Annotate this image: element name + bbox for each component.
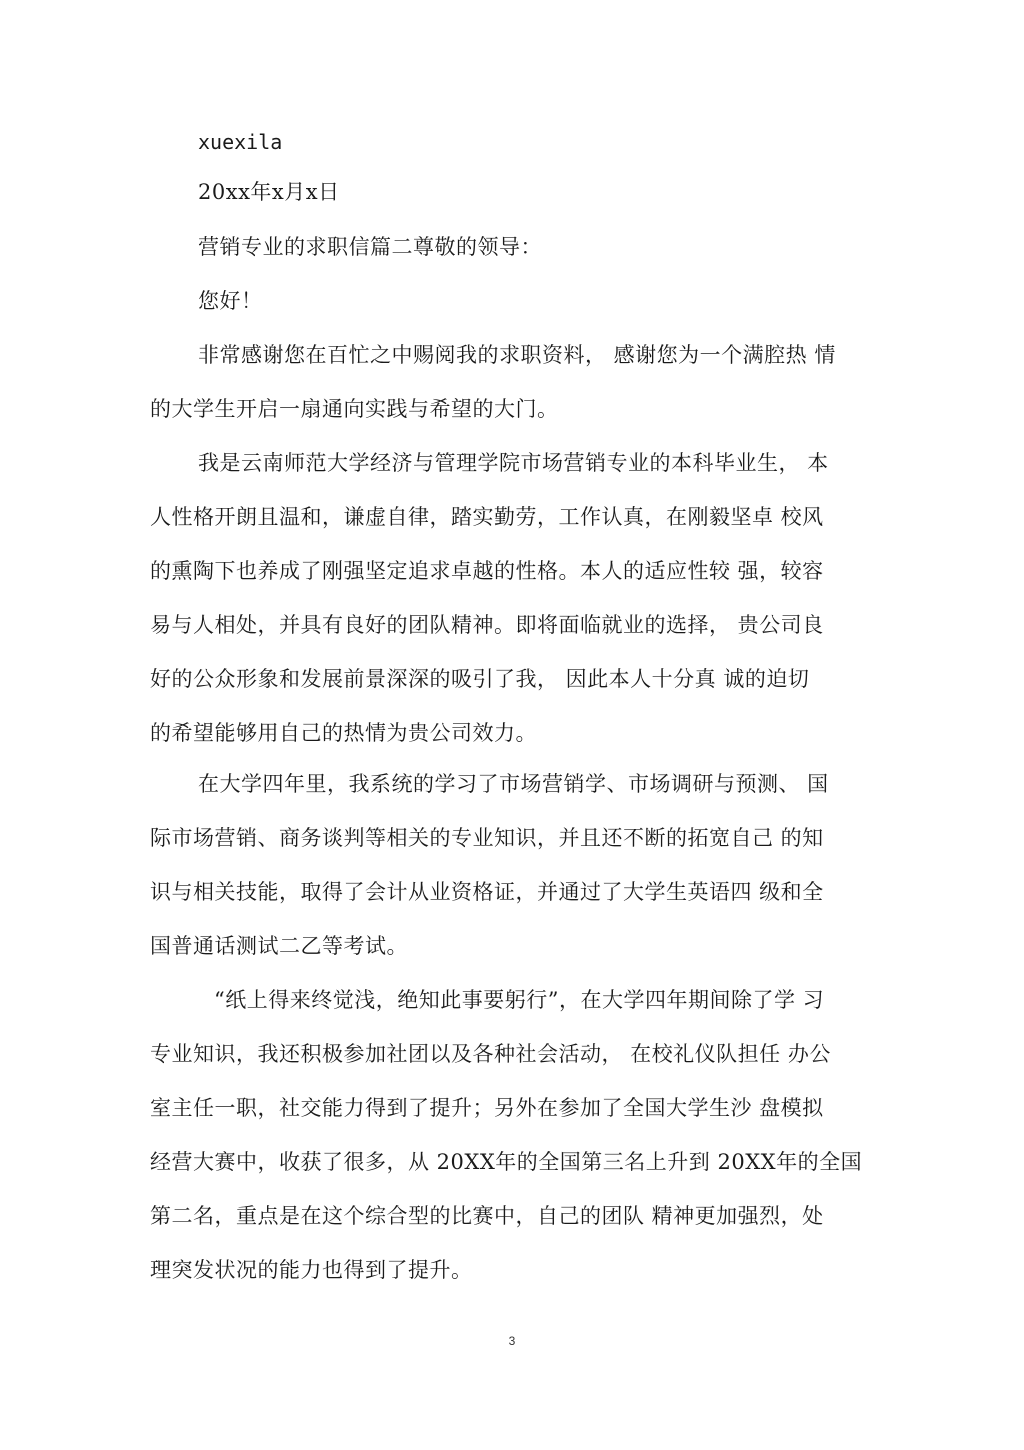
paragraph-line: 理突发状况的能力也得到了提升。 (150, 1258, 473, 1282)
paragraph-line: 好的公众形象和发展前景深深的吸引了我， 因此本人十分真 诚的迫切 (150, 667, 810, 691)
paragraph-line: 的熏陶下也养成了刚强坚定追求卓越的性格。本人的适应性较 强，较容 (150, 559, 824, 583)
paragraph-line: 国普通话测试二乙等考试。 (150, 934, 408, 958)
paragraph-line: 的大学生开启一扇通向实践与希望的大门。 (150, 397, 559, 421)
letter-heading: 营销专业的求职信篇二尊敬的领导： (198, 235, 542, 259)
paragraph-line: 在大学四年里，我系统的学习了市场营销学、市场调研与预测、 国 (198, 772, 829, 796)
paragraph-line: 际市场营销、商务谈判等相关的专业知识，并且还不断的拓宽自己 的知 (150, 826, 824, 850)
paragraph-line: 非常感谢您在百忙之中赐阅我的求职资料， 感谢您为一个满腔热 情 (198, 343, 836, 367)
letter-date: 20xx年x月x日 (198, 180, 340, 204)
letter-greeting: 您好！ (198, 289, 263, 313)
paragraph-line: 室主任一职，社交能力得到了提升；另外在参加了全国大学生沙 盘模拟 (150, 1096, 824, 1120)
paragraph-line: 易与人相处，并具有良好的团队精神。即将面临就业的选择， 贵公司良 (150, 613, 824, 637)
paragraph-line: 人性格开朗且温和，谦虚自律，踏实勤劳，工作认真，在刚毅坚卓 校风 (150, 505, 824, 529)
paragraph-line: 经营大赛中，收获了很多，从 20XX年的全国第三名上升到 20XX年的全国 (150, 1150, 863, 1174)
sender-name: xuexila (198, 130, 283, 154)
paragraph-line: 的希望能够用自己的热情为贵公司效力。 (150, 721, 537, 745)
paragraph-line: 识与相关技能，取得了会计从业资格证，并通过了大学生英语四 级和全 (150, 880, 824, 904)
paragraph-line: 我是云南师范大学经济与管理学院市场营销专业的本科毕业生， 本 (198, 451, 829, 475)
paragraph-line: “纸上得来终觉浅，绝知此事要躬行”，在大学四年期间除了学 习 (214, 988, 825, 1012)
page-number: 3 (508, 1334, 516, 1348)
paragraph-line: 专业知识，我还积极参加社团以及各种社会活动， 在校礼仪队担任 办公 (150, 1042, 831, 1066)
paragraph-line: 第二名，重点是在这个综合型的比赛中，自己的团队 精神更加强烈，处 (150, 1204, 824, 1228)
